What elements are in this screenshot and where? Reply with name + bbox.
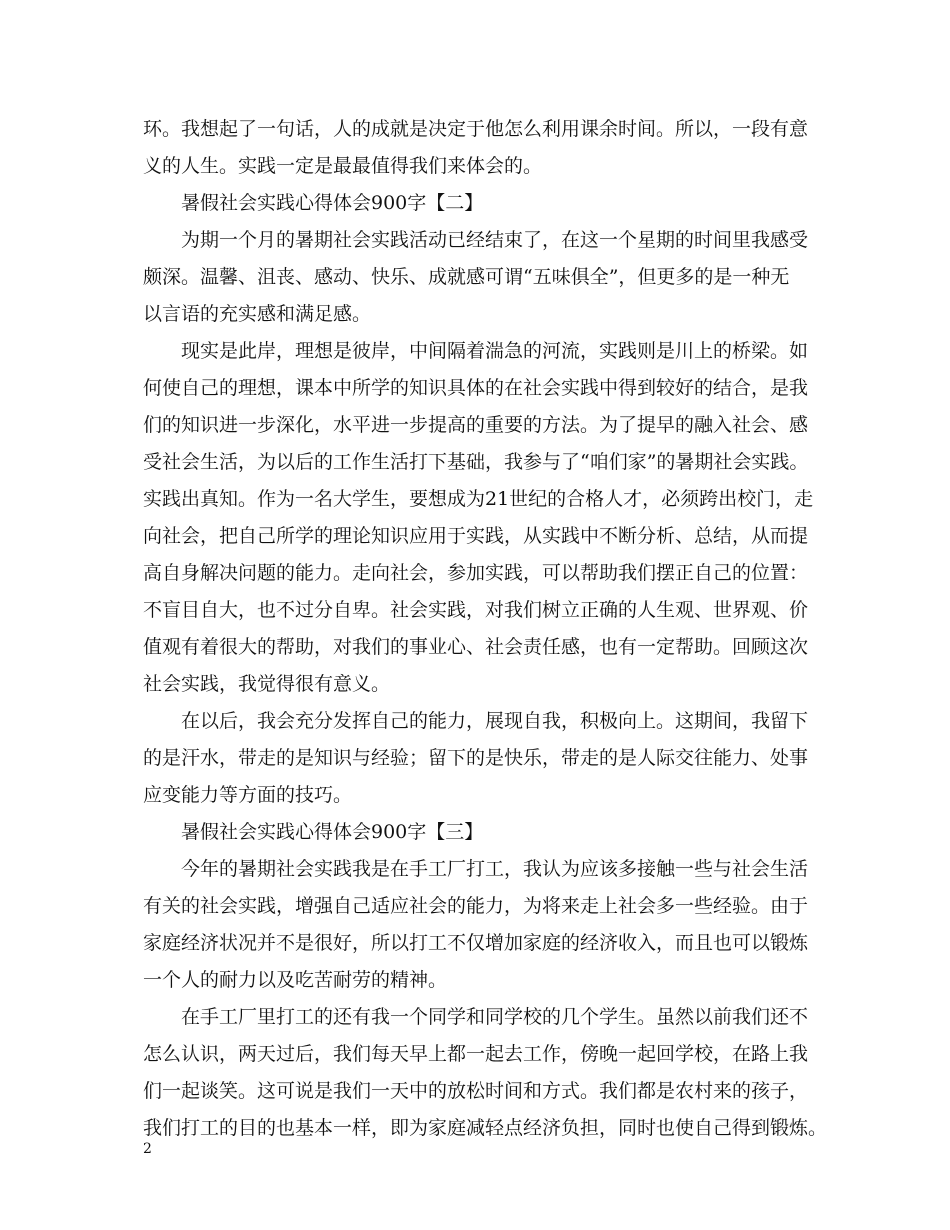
text-line: 义的人生。实践一定是最最值得我们来体会的。	[143, 155, 543, 177]
text-line: 在手工厂里打工的还有我一个同学和同学校的几个学生。虽然以前我们还不	[181, 1006, 809, 1028]
text-line: 家庭经济状况并不是很好，所以打工不仅增加家庭的经济收入，而且也可以锻炼	[143, 932, 809, 954]
text-line: 为期一个月的暑期社会实践活动已经结束了，在这一个星期的时间里我感受	[181, 229, 809, 251]
text-line: 高自身解决问题的能力。走向社会，参加实践，可以帮助我们摆正自己的位置：	[143, 562, 809, 584]
text-line: 以言语的充实感和满足感。	[143, 303, 372, 325]
text-line: 的是汗水，带走的是知识与经验；留下的是快乐，带走的是人际交往能力、处事	[143, 747, 809, 769]
text-line: 值观有着很大的帮助，对我们的事业心、社会责任感，也有一定帮助。回顾这次	[143, 636, 809, 658]
text-line: 实践出真知。作为一名大学生，要想成为21世纪的合格人才，必须跨出校门，走	[143, 488, 814, 510]
section-heading: 暑假社会实践心得体会900字【三】	[181, 821, 484, 843]
text-line: 向社会，把自己所学的理论知识应用于实践，从实践中不断分析、总结，从而提	[143, 525, 809, 547]
text-line: 怎么认识，两天过后，我们每天早上都一起去工作，傍晚一起回学校，在路上我	[143, 1043, 809, 1065]
text-line: 一个人的耐力以及吃苦耐劳的精神。	[143, 969, 448, 991]
section-heading: 暑假社会实践心得体会900字【二】	[181, 192, 484, 214]
text-line: 们的知识进一步深化，水平进一步提高的重要的方法。为了提早的融入社会、感	[143, 414, 809, 436]
text-line: 环。我想起了一句话，人的成就是决定于他怎么利用课余时间。所以，一段有意	[143, 118, 809, 140]
text-line: 受社会生活，为以后的工作生活打下基础，我参与了“咱们家”的暑期社会实践。	[143, 451, 809, 473]
text-line: 颇深。温馨、沮丧、感动、快乐、成就感可谓“五味俱全”，但更多的是一种无	[143, 266, 790, 288]
text-line: 在以后，我会充分发挥自己的能力，展现自我，积极向上。这期间，我留下	[181, 710, 809, 732]
text-line: 不盲目自大，也不过分自卑。社会实践，对我们树立正确的人生观、世界观、价	[143, 599, 809, 621]
text-line: 我们打工的目的也基本一样，即为家庭减轻点经济负担，同时也使自己得到锻炼。	[143, 1117, 828, 1139]
page-number: 2	[143, 1141, 152, 1157]
text-line: 应变能力等方面的技巧。	[143, 784, 353, 806]
text-line: 们一起谈笑。这可说是我们一天中的放松时间和方式。我们都是农村来的孩子，	[143, 1080, 809, 1102]
text-line: 何使自己的理想，课本中所学的知识具体的在社会实践中得到较好的结合，是我	[143, 377, 809, 399]
text-line: 有关的社会实践，增强自己适应社会的能力，为将来走上社会多一些经验。由于	[143, 895, 809, 917]
text-line: 今年的暑期社会实践我是在手工厂打工，我认为应该多接触一些与社会生活	[181, 858, 809, 880]
text-line: 现实是此岸，理想是彼岸，中间隔着湍急的河流，实践则是川上的桥梁。如	[181, 340, 809, 362]
text-line: 社会实践，我觉得很有意义。	[143, 673, 391, 695]
